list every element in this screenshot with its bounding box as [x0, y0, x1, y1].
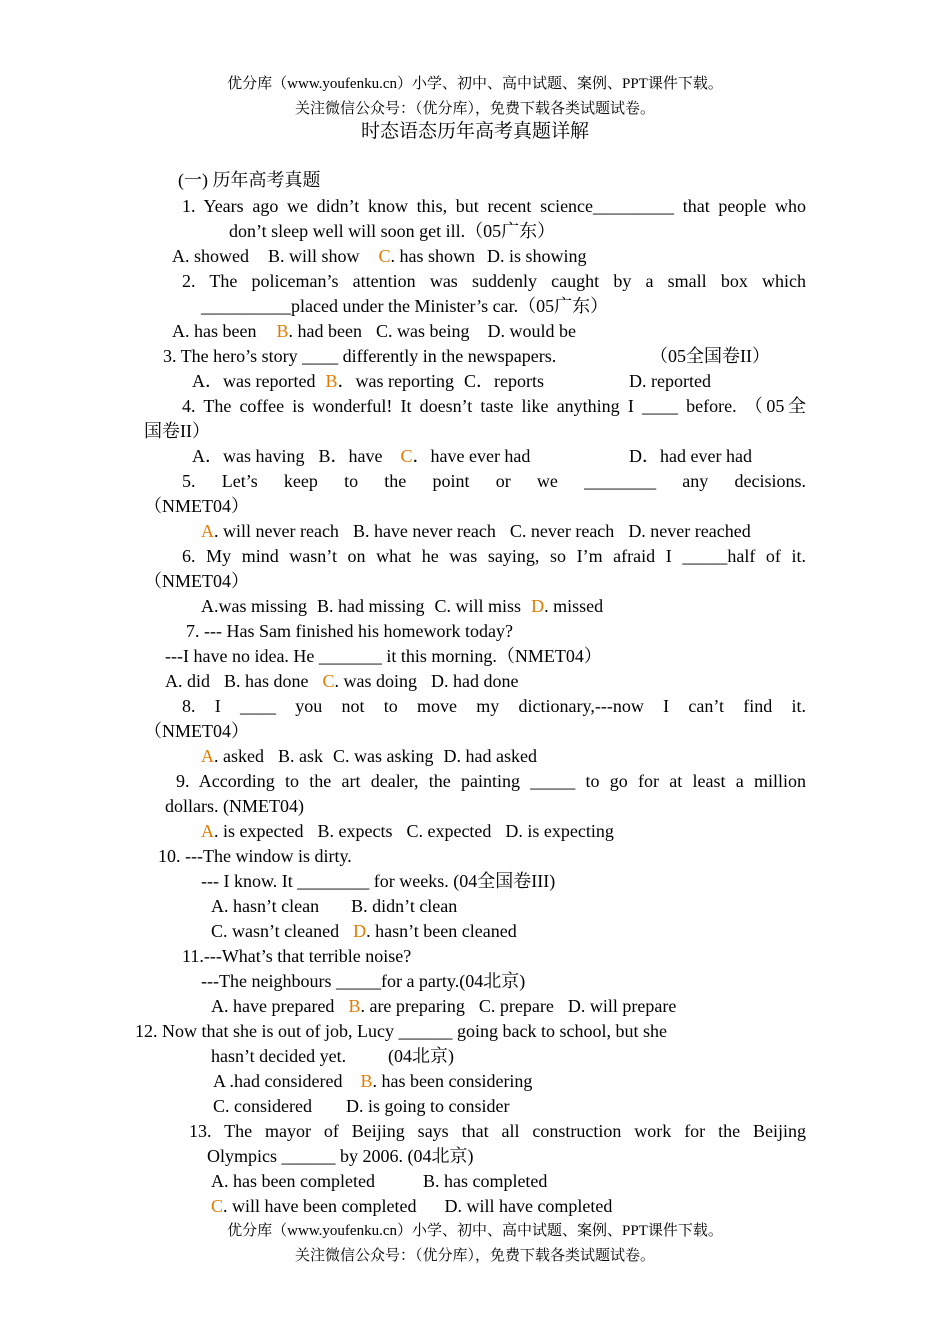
q8-option-a: . asked [214, 746, 264, 766]
q10-option-b: B. didn’t clean [351, 896, 458, 916]
q2-option-b: . had been [288, 321, 362, 341]
q12-option-d: D. is going to consider [345, 1096, 510, 1116]
q7-option-c: . was doing [334, 671, 418, 691]
q7-stem-line-2: ---I have no idea. He _______ it this morning.（NMET04） [165, 646, 602, 666]
q7-option-b: B. has done [224, 671, 309, 691]
q3-option-a: A．was reported [192, 371, 316, 391]
q8-stem-line-2: （NMET04） [144, 721, 249, 741]
q13-stem-line-1: 13. The mayor of Beijing says that all construction work for the Beijing [189, 1121, 806, 1141]
header-line-2: 关注微信公众号：（优分库），免费下载各类试题试卷。 [294, 101, 655, 117]
q12-option-a: A .had considered [213, 1071, 343, 1091]
q1-answer-key: C [378, 246, 391, 266]
footer-line-1: 优分库（www.youfenku.cn）小学、初中、高中试题、案例、PPT课件下载。 [227, 1223, 723, 1239]
q4-options-abc [192, 444, 530, 468]
q9-option-a: . is expected [214, 821, 304, 841]
q7-answer-key: C [322, 671, 335, 691]
q12-options-cd [213, 1094, 509, 1118]
q13-stem-line-2: Olympics ______ by 2006. (04北京) [207, 1146, 474, 1166]
q2-stem-line-2: __________placed under the Minister’s car.（05广东） [201, 296, 609, 316]
q5-option-b: B. have never reach [352, 521, 496, 541]
q2-answer-key: B [276, 321, 289, 341]
q13-answer-key: C [211, 1196, 224, 1216]
document-title: 时态语态历年高考真题详解 [360, 121, 589, 142]
q4-answer-key: C [400, 446, 413, 466]
q9-option-c: C. expected [406, 821, 492, 841]
q8-stem-line-1: 8. I ____ you not to move my dictionary,---now I can’t find it. [182, 696, 806, 716]
q3-source: （05全国卷II） [650, 346, 770, 366]
q5-stem-line-1: 5. Let’s keep to the point or we ________ any decisions. [182, 471, 806, 491]
q6-stem-line-2: （NMET04） [144, 571, 249, 591]
q12-source: (04北京) [388, 1046, 454, 1066]
footer-line-2: 关注微信公众号：（优分库），免费下载各类试题试卷。 [294, 1248, 655, 1264]
q10-option-a: A. hasn’t clean [211, 896, 320, 916]
q6-options [201, 594, 603, 618]
q1-stem-line-1: 1. Years ago we didn’t know this, but recent science_________ that people who [182, 196, 806, 216]
q5-stem-line-2: （NMET04） [144, 496, 249, 516]
q9-stem-line-2: dollars. (NMET04) [165, 796, 304, 816]
q1-option-a: A. showed [172, 246, 249, 266]
q3-option-d: D. reported [629, 371, 711, 391]
q11-option-c: C. prepare [478, 996, 554, 1016]
q8-option-c: C. was asking [332, 746, 434, 766]
q6-option-b: B. had missing [317, 596, 425, 616]
q5-option-a: . will never reach [214, 521, 339, 541]
q4-option-b: B．have [318, 446, 383, 466]
q10-option-c: C. wasn’t cleaned [211, 921, 340, 941]
q3-answer-key: B [325, 371, 338, 391]
q13-option-c: . will have been completed [223, 1196, 417, 1216]
q4-stem-line-2: 国卷II） [144, 421, 210, 441]
q7-option-d: D. had done [431, 671, 519, 691]
q7-stem-line-1: 7. --- Has Sam finished his homework today? [186, 621, 513, 641]
q13-option-b: B. has completed [422, 1171, 548, 1191]
q4-option-d: D．had ever had [629, 446, 752, 466]
q1-option-d: D. is showing [487, 246, 587, 266]
q1-option-c: . has shown [390, 246, 476, 266]
q11-option-a: A. have prepared [211, 996, 335, 1016]
q8-option-d: D. had asked [443, 746, 537, 766]
q13-option-a: A. has been completed [211, 1171, 375, 1191]
q12-option-c: C. considered [213, 1096, 312, 1116]
q8-option-b: B. ask [277, 746, 323, 766]
q2-option-c: C. was being [375, 321, 470, 341]
q1-option-b: B. will show [268, 246, 360, 266]
q13-options-cd [211, 1194, 612, 1218]
q11-option-d: D. will prepare [567, 996, 677, 1016]
q2-stem-line-1: 2. The policeman’s attention was suddenly caught by a small box which [182, 271, 806, 291]
q2-option-a: A. has been [172, 321, 257, 341]
q10-options-ab [211, 894, 457, 918]
q4-stem-line-1: 4. The coffee is wonderful! It doesn’t taste like anything I ____ before. （05全 [182, 396, 806, 416]
q11-option-b: . are preparing [360, 996, 465, 1016]
q4-option-a: A．was having [192, 446, 305, 466]
section-heading: (一) 历年高考真题 [178, 170, 321, 190]
q13-option-d: D. will have completed [444, 1196, 613, 1216]
q11-options [211, 994, 676, 1018]
q2-options [172, 319, 576, 343]
q8-options [201, 744, 537, 768]
q3-option-c: C．reports [463, 371, 544, 391]
q13-options-ab [211, 1169, 547, 1193]
q6-option-c: C. will miss [434, 596, 522, 616]
q3-stem: 3. The hero’s story ____ differently in the newspapers. [163, 346, 557, 366]
q9-stem-line-1: 9. According to the art dealer, the painting _____ to go for at least a million [176, 771, 806, 791]
q8-answer-key: A [201, 746, 214, 766]
q9-option-d: D. is expecting [505, 821, 614, 841]
q9-options [201, 819, 614, 843]
header-line-1: 优分库（www.youfenku.cn）小学、初中、高中试题、案例、PPT课件下载。 [227, 76, 723, 92]
q12-answer-key: B [360, 1071, 373, 1091]
q12-stem-line-2: hasn’t decided yet. [211, 1046, 347, 1066]
q11-stem-line-2: ---The neighbours _____for a party.(04北京) [201, 971, 526, 991]
q6-option-a: A.was missing [201, 596, 308, 616]
q5-answer-key: A [201, 521, 214, 541]
q7-options [165, 669, 519, 693]
q1-options [172, 244, 587, 268]
q1-stem-line-2: don’t sleep well will soon get ill.（05广东） [229, 221, 556, 241]
q9-option-b: B. expects [317, 821, 393, 841]
q11-answer-key: B [348, 996, 361, 1016]
q11-stem-line-1: 11.---What’s that terrible noise? [182, 946, 412, 966]
q4-option-c: ．have ever had [412, 446, 531, 466]
q10-stem-line-1: 10. ---The window is dirty. [158, 846, 352, 866]
q9-answer-key: A [201, 821, 214, 841]
q12-stem-line-1: 12. Now that she is out of job, Lucy ______ going back to school, but she [135, 1021, 667, 1041]
q2-option-d: D. would be [487, 321, 576, 341]
q3-option-b: ．was reporting [337, 371, 454, 391]
q6-stem-line-1: 6. My mind wasn’t on what he was saying, so I’m afraid I _____half of it. [182, 546, 806, 566]
q12-option-b: . has been considering [372, 1071, 533, 1091]
q6-option-d: . missed [544, 596, 604, 616]
q10-stem-line-2: --- I know. It ________ for weeks. (04全国卷III) [201, 871, 556, 891]
q7-option-a: A. did [165, 671, 210, 691]
q10-answer-key: D [353, 921, 367, 941]
q12-options-ab [213, 1069, 532, 1093]
q10-option-d: . hasn’t been cleaned [366, 921, 517, 941]
q5-option-c: C. never reach [509, 521, 615, 541]
q6-answer-key: D [531, 596, 545, 616]
q5-options [201, 519, 751, 543]
q5-option-d: D. never reached [628, 521, 751, 541]
q10-options-cd [211, 919, 517, 943]
q3-options-abc [192, 369, 544, 393]
